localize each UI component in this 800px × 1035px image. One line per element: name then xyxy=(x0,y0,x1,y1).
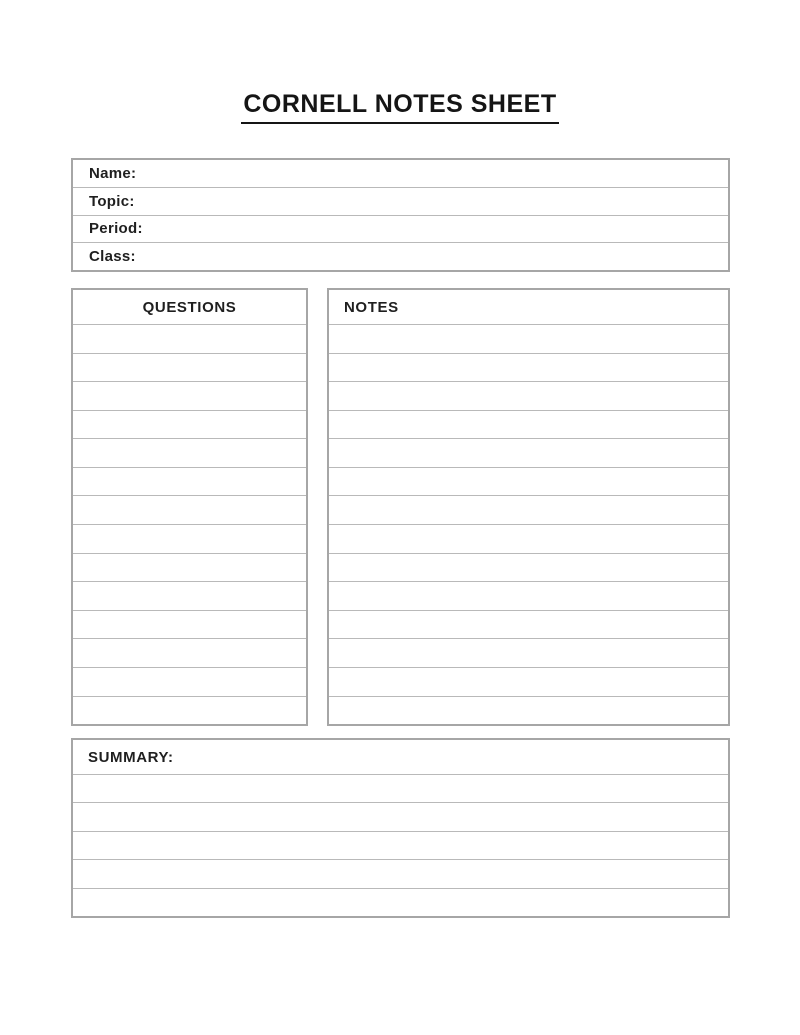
notes-blank-row[interactable] xyxy=(329,610,728,639)
notes-blank-row[interactable] xyxy=(329,667,728,696)
field-value-topic[interactable] xyxy=(135,188,728,215)
questions-blank-row[interactable] xyxy=(73,610,306,639)
questions-blank-row[interactable] xyxy=(73,381,306,410)
notes-blank-row[interactable] xyxy=(329,381,728,410)
notes-blank-row[interactable] xyxy=(329,353,728,382)
questions-blank-row[interactable] xyxy=(73,696,306,725)
questions-blank-row[interactable] xyxy=(73,410,306,439)
summary-blank-row[interactable] xyxy=(73,831,728,859)
questions-blank-row[interactable] xyxy=(73,553,306,582)
notes-blank-row[interactable] xyxy=(329,410,728,439)
summary-section xyxy=(71,738,730,918)
notes-blank-row[interactable] xyxy=(329,696,728,725)
notes-header: NOTES xyxy=(344,298,399,316)
questions-blank-row[interactable] xyxy=(73,324,306,353)
questions-blank-row[interactable] xyxy=(73,524,306,553)
field-value-class[interactable] xyxy=(136,243,728,270)
notes-blank-row[interactable] xyxy=(329,467,728,496)
questions-blank-row[interactable] xyxy=(73,353,306,382)
notes-column xyxy=(327,288,730,726)
questions-blank-row[interactable] xyxy=(73,495,306,524)
field-label-name: Name: xyxy=(89,164,137,182)
questions-column xyxy=(71,288,308,726)
field-row-period[interactable] xyxy=(73,215,728,243)
summary-blank-row[interactable] xyxy=(73,774,728,802)
notes-blank-row[interactable] xyxy=(329,324,728,353)
field-label-class: Class: xyxy=(89,248,136,266)
notes-blank-row[interactable] xyxy=(329,581,728,610)
field-value-period[interactable] xyxy=(143,216,728,243)
field-label-topic: Topic: xyxy=(89,192,135,210)
summary-rows xyxy=(73,774,728,916)
notes-columns xyxy=(71,288,730,726)
summary-blank-row[interactable] xyxy=(73,859,728,887)
page-title-text: CORNELL NOTES SHEET xyxy=(241,90,558,124)
notes-blank-row[interactable] xyxy=(329,638,728,667)
questions-header: QUESTIONS xyxy=(142,298,237,316)
summary-header: SUMMARY: xyxy=(88,748,174,766)
field-value-name[interactable] xyxy=(136,160,728,187)
questions-blank-row[interactable] xyxy=(73,438,306,467)
notes-blank-row[interactable] xyxy=(329,553,728,582)
questions-blank-row[interactable] xyxy=(73,638,306,667)
field-row-class[interactable] xyxy=(73,242,728,270)
summary-blank-row[interactable] xyxy=(73,802,728,830)
questions-blank-row[interactable] xyxy=(73,467,306,496)
field-label-period: Period: xyxy=(89,220,143,238)
summary-blank-row[interactable] xyxy=(73,888,728,916)
header-fields-table xyxy=(71,158,730,272)
page-title xyxy=(0,90,800,124)
notes-blank-row[interactable] xyxy=(329,495,728,524)
questions-rows xyxy=(73,324,306,724)
questions-blank-row[interactable] xyxy=(73,667,306,696)
field-row-topic[interactable] xyxy=(73,187,728,215)
notes-rows xyxy=(329,324,728,724)
questions-blank-row[interactable] xyxy=(73,581,306,610)
notes-blank-row[interactable] xyxy=(329,438,728,467)
notes-blank-row[interactable] xyxy=(329,524,728,553)
field-row-name[interactable] xyxy=(73,160,728,187)
